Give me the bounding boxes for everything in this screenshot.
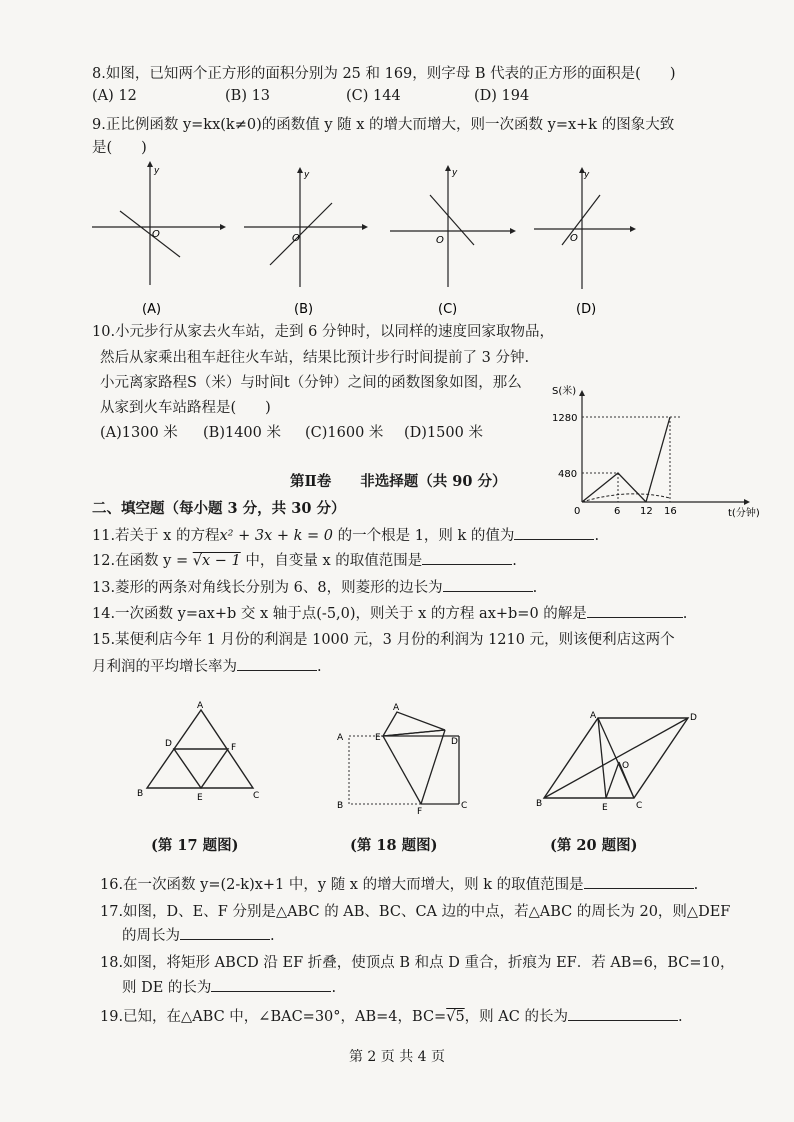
q9-graph-c-y-label: y: [452, 168, 458, 178]
q11-equation: x² + 3x + k = 0: [219, 528, 333, 544]
svg-text:C: C: [461, 801, 468, 811]
q12-answer-blank[interactable]: [422, 550, 512, 565]
q9-stem-line2: 是( ): [92, 140, 147, 156]
q12-pre: 12.在函数 y =: [92, 553, 193, 569]
q8-stem: 8.如图，已知两个正方形的面积分别为 25 和 169，则字母 B 代表的正方形的面积是( ): [92, 66, 676, 82]
q12-post: 中，自变量 x 的取值范围是: [240, 553, 423, 569]
q9-graph-d-label: (D): [576, 302, 597, 317]
fig18-folded-rectangle: [333, 700, 473, 817]
q9-graph-c-label: (C): [438, 302, 458, 317]
q10-option-a: (A)1300 米: [100, 425, 178, 441]
q9-graph-a-label: (A): [142, 302, 162, 317]
svg-text:F: F: [417, 807, 423, 817]
q9-graph-c-origin: O: [436, 235, 444, 246]
page-footer: 第 2 页 共 4 页: [348, 1049, 446, 1065]
q10-x-axis-label: t(分钟): [728, 508, 760, 519]
q8-option-b: (B) 13: [225, 88, 271, 104]
q9-graph-d: [534, 165, 664, 320]
q11: 11.若关于 x 的方程x² + 3x + k = 0 的一个根是 1，则 k 的值为 .: [92, 524, 599, 545]
q10-option-d: (D)1500 米: [404, 425, 483, 441]
q10-x-tick-6: 6: [614, 506, 621, 517]
q15-line2: 月利润的平均增长率为 .: [92, 655, 322, 676]
q18-line1: 18.如图，将矩形 ABCD 沿 EF 折叠，使顶点 B 和点 D 重合，折痕为 EF．若 AB=6，BC=10，: [100, 955, 735, 971]
q12: 12.在函数 y = √x − 1 中，自变量 x 的取值范围是 .: [92, 549, 517, 570]
q9-graph-a: [92, 165, 222, 320]
q8-option-a: (A) 12: [92, 88, 137, 104]
q18-answer-blank[interactable]: [211, 977, 331, 992]
svg-text:A: A: [590, 711, 597, 721]
q10-y-axis-label: S(米): [552, 386, 577, 397]
q10-distance-time-graph: [548, 380, 768, 520]
q11-pre: 11.若关于 x 的方程: [92, 528, 220, 544]
q9-graph-b: [244, 165, 374, 320]
q10-option-c: (C)1600 米: [305, 425, 384, 441]
svg-text:A: A: [393, 703, 400, 713]
svg-text:A: A: [337, 733, 344, 743]
q11-post: 的一个根是 1，则 k 的值为: [332, 528, 515, 544]
svg-text:C: C: [636, 801, 643, 811]
svg-text:E: E: [197, 793, 203, 803]
q10-line2: 然后从家乘出租车赶往火车站，结果比预计步行时间提前了 3 分钟.: [100, 350, 530, 366]
q9-graph-a-origin: O: [152, 229, 160, 240]
q13-text: 13.菱形的两条对角线长分别为 6、8，则菱形的边长为: [92, 580, 443, 596]
q10-planned-walk-segment: [582, 494, 670, 502]
q12-radical: √x − 1: [192, 553, 241, 569]
q19: 19.已知，在△ABC 中，∠BAC=30°，AB=4，BC=√5，则 AC 的长为 .: [100, 1005, 683, 1026]
q18-line2: 则 DE 的长为 .: [122, 976, 336, 997]
svg-text:A: A: [197, 701, 204, 711]
q16-answer-blank[interactable]: [584, 874, 694, 889]
svg-text:B: B: [536, 799, 543, 809]
svg-text:O: O: [622, 761, 630, 771]
q14-text: 14.一次函数 y=ax+b 交 x 轴于点(-5,0)，则关于 x 的方程 ax+b=0 的解是: [92, 606, 587, 622]
q16: 16.在一次函数 y=(2-k)x+1 中，y 随 x 的增大而增大，则 k 的取值范围是 .: [100, 873, 698, 894]
q13-answer-blank[interactable]: [443, 577, 533, 592]
fig18-caption: (第 18 题图): [350, 837, 438, 854]
q9-graph-c: [390, 165, 520, 320]
q9-graph-b-y-label: y: [304, 170, 310, 180]
q9-graph-b-label: (B): [294, 302, 314, 317]
q17-line2: 的周长为 .: [122, 924, 275, 945]
q19-radical: √5: [446, 1009, 465, 1025]
svg-text:D: D: [690, 713, 697, 723]
q9-graph-a-y-label: y: [154, 166, 160, 176]
q16-text: 16.在一次函数 y=(2-k)x+1 中，y 随 x 的增大而增大，则 k 的取值范围是: [100, 877, 584, 893]
fig20-caption: (第 20 题图): [550, 837, 638, 854]
q15-answer-blank[interactable]: [237, 656, 317, 671]
q10-x-tick-12: 12: [640, 506, 653, 517]
q10-walk-segment: [582, 473, 646, 502]
svg-text:D: D: [165, 739, 172, 749]
q9-graph-d-line: [562, 195, 600, 245]
q10-line3: 小元离家路程S（米）与时间t（分钟）之间的函数图象如图，那么: [100, 375, 522, 391]
q9-graph-b-line: [270, 203, 332, 265]
q8-option-d: (D) 194: [474, 88, 530, 104]
fig20-parallelogram: [532, 706, 702, 816]
q9-graph-b-origin: O: [292, 233, 300, 244]
q10-origin: 0: [574, 506, 581, 517]
q14-answer-blank[interactable]: [587, 603, 683, 618]
fill-in-section-title: 二、填空题（每小题 3 分，共 30 分）: [92, 500, 346, 517]
part2-title: 第Ⅱ卷 非选择题（共 90 分）: [290, 473, 507, 490]
q10-option-b: (B)1400 米: [203, 425, 281, 441]
q8-option-c: (C) 144: [346, 88, 401, 104]
q13: 13.菱形的两条对角线长分别为 6、8，则菱形的边长为 .: [92, 576, 537, 597]
q9-graph-d-origin: O: [570, 233, 578, 244]
q14: 14.一次函数 y=ax+b 交 x 轴于点(-5,0)，则关于 x 的方程 ax+b=0 的解是 .: [92, 602, 687, 623]
q17-line1: 17.如图，D、E、F 分别是△ABC 的 AB、BC、CA 边的中点，若△ABC 的周长为 20，则△DEF: [100, 904, 731, 920]
q15-line1: 15.某便利店今年 1 月份的利润是 1000 元，3 月份的利润为 1210 元，则该便利店这两个: [92, 632, 675, 648]
q10-taxi-segment: [646, 417, 670, 502]
svg-text:D: D: [451, 737, 458, 747]
svg-text:F: F: [231, 743, 237, 753]
q10-y-tick-1280: 1280: [552, 413, 578, 424]
q10-line1: 10.小元步行从家去火车站，走到 6 分钟时，以同样的速度回家取物品，: [92, 324, 555, 340]
q17-answer-blank[interactable]: [180, 925, 270, 940]
svg-text:E: E: [375, 733, 381, 743]
q11-answer-blank[interactable]: [514, 525, 594, 540]
q10-y-tick-480: 480: [558, 469, 578, 480]
q9-stem-line1: 9.正比例函数 y=kx(k≠0)的函数值 y 随 x 的增大而增大，则一次函数 y=x+k 的图象大致: [92, 117, 675, 133]
fig17-caption: (第 17 题图): [151, 837, 239, 854]
svg-text:B: B: [137, 789, 144, 799]
q10-line4: 从家到火车站路程是( ): [100, 400, 271, 416]
q19-answer-blank[interactable]: [568, 1006, 678, 1021]
fig17-triangle: [135, 700, 265, 810]
q10-x-tick-16: 16: [664, 506, 677, 517]
svg-text:C: C: [253, 791, 260, 801]
svg-text:E: E: [602, 803, 608, 813]
q9-graph-d-y-label: y: [584, 170, 590, 180]
svg-text:B: B: [337, 801, 344, 811]
